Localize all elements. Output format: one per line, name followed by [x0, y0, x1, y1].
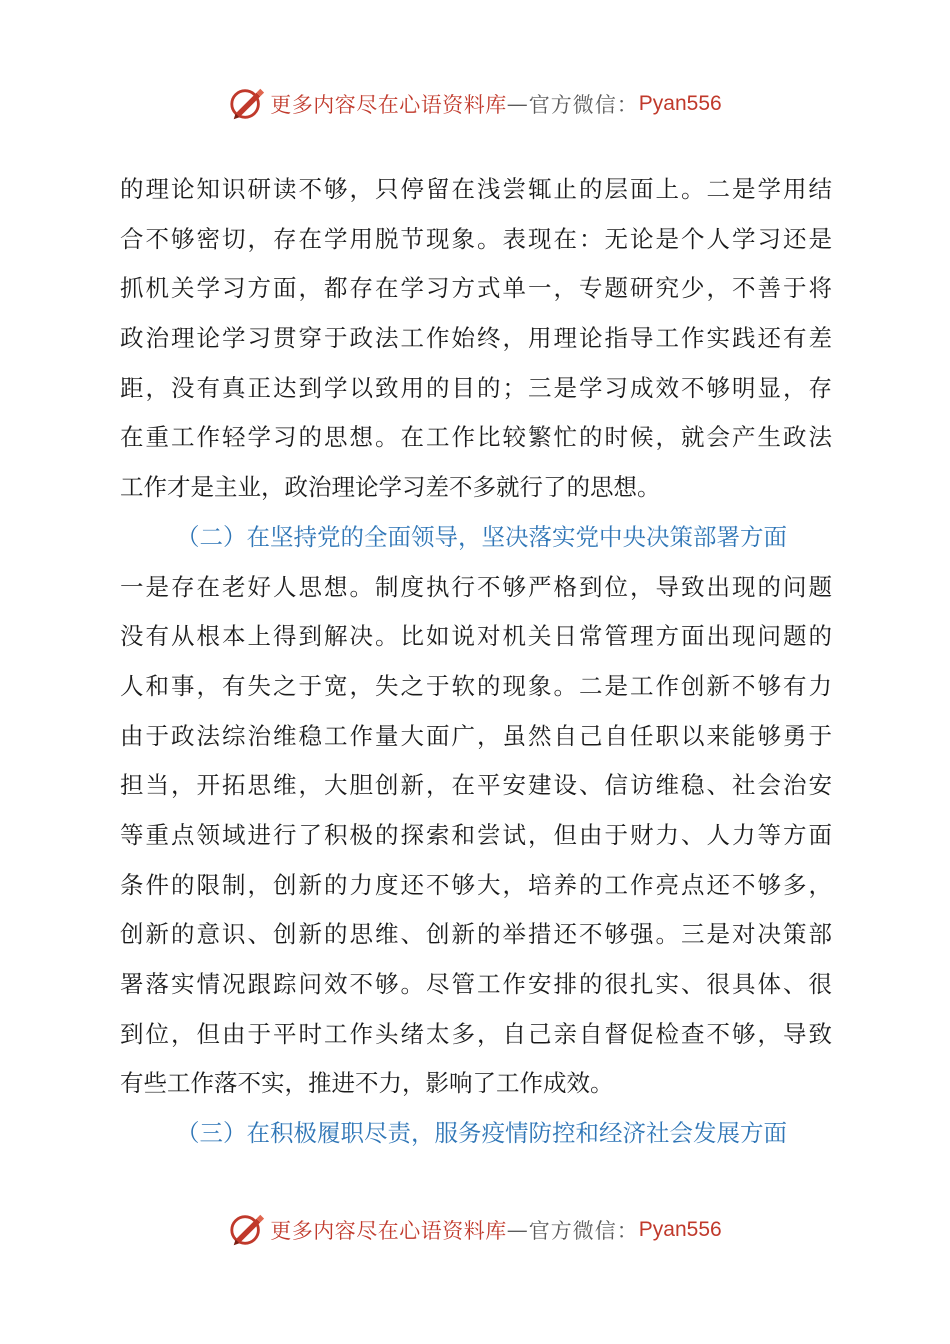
pen-logo-icon [228, 85, 266, 123]
banner-dash: — [506, 1218, 529, 1242]
text-line: 等重点领域进行了积极的探索和尝试，但由于财力、人力等方面 [120, 820, 832, 849]
text-line: 署落实情况跟踪问效不够。尽管工作安排的很扎实、很具体、很 [120, 970, 832, 998]
text-line: 由于政法综治维稳工作量大面广，虽然自己自任职以来能够勇于 [120, 721, 832, 750]
text-line: 距，没有真正达到学以致用的目的；三是学习成效不够明显，存 [120, 373, 832, 402]
section-heading: （三）在积极履职尽责，服务疫情防控和经济社会发展方面 [176, 1119, 787, 1148]
text-line: 工作才是主业，政治理论学习差不多就行了的思想。 [120, 473, 661, 502]
section-heading: （二）在坚持党的全面领导，坚决落实党中央决策部署方面 [176, 522, 787, 551]
banner-wechat-id: Pyan556 [638, 1218, 722, 1241]
footer-banner [0, 1208, 950, 1252]
text-line: 在重工作轻学习的思想。在工作比较繁忙的时候，就会产生政法 [120, 423, 832, 452]
text-line: 的理论知识研读不够，只停留在浅尝辄止的层面上。二是学用结 [120, 175, 832, 203]
banner-dash: — [506, 92, 529, 116]
text-line: 政治理论学习贯穿于政法工作始终，用理论指导工作实践还有差 [120, 324, 832, 353]
text-line: 条件的限制，创新的力度还不够大，培养的工作亮点还不够多， [120, 870, 832, 899]
text-line: 没有从根本上得到解决。比如说对机关日常管理方面出现问题的 [120, 622, 832, 651]
banner-wechat-label: 官方微信： [528, 1219, 639, 1243]
text-line: 合不够密切，存在学用脱节现象。表现在：无论是个人学习还是 [120, 224, 832, 253]
header-banner [0, 82, 950, 126]
banner-text: 更多内容尽在心语资料库 [270, 1219, 507, 1243]
banner-text: 更多内容尽在心语资料库 [270, 93, 507, 117]
text-line: 创新的意识、创新的思维、创新的举措还不够强。三是对决策部 [120, 920, 832, 949]
text-line: 人和事，有失之于宽，失之于软的现象。二是工作创新不够有力 [120, 671, 832, 700]
text-line: 一是存在老好人思想。制度执行不够严格到位，导致出现的问题 [120, 572, 832, 601]
banner-wechat-label: 官方微信： [528, 93, 639, 117]
document-body [120, 165, 832, 1159]
banner-wechat-id: Pyan556 [638, 92, 722, 115]
text-line: 到位，但由于平时工作头绪太多，自己亲自督促检查不够，导致 [120, 1019, 832, 1048]
pen-logo-icon [228, 1211, 266, 1249]
text-line: 有些工作落不实，推进不力，影响了工作成效。 [120, 1069, 614, 1098]
text-line: 抓机关学习方面，都存在学习方式单一，专题研究少，不善于将 [120, 274, 832, 303]
text-line: 担当，开拓思维，大胆创新，在平安建设、信访维稳、社会治安 [120, 771, 832, 800]
